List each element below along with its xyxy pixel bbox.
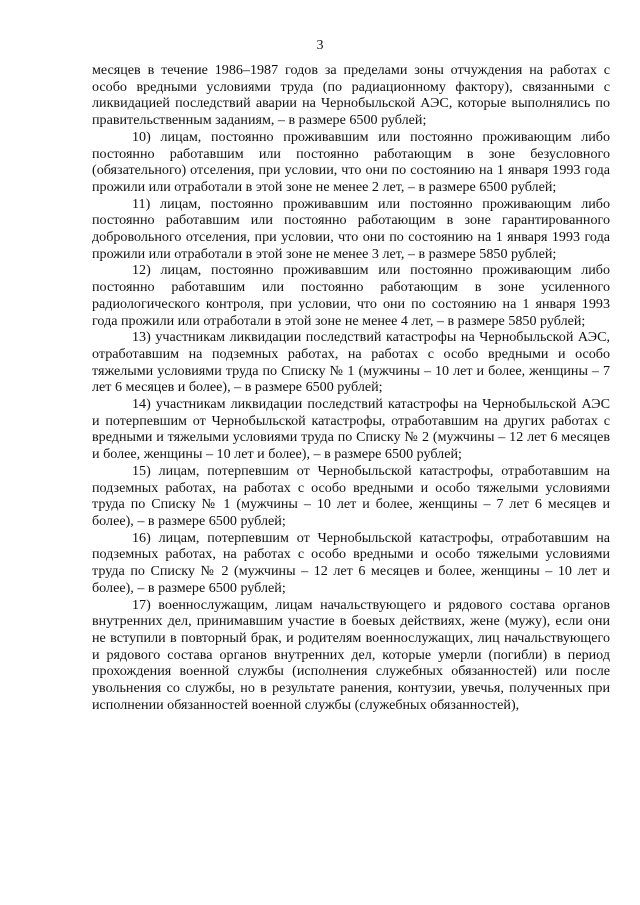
- paragraph-item-12: 12) лицам, постоянно проживавшим или постоянно проживающим либо постоянно работавшим или постоянно работающим в зоне усиленного радиологического контроля, при условии, что они по состоянию на 1 января 1993 года прожили или отработали в этой зоне не менее 4 лет, – в размере 5850 рублей;: [92, 262, 610, 329]
- paragraph-item-14: 14) участникам ликвидации последствий катастрофы на Чернобыльской АЭС и потерпевшим от Чернобыльской катастрофы, отработавшим на других работах с вредными и тяжелыми условиями труда по Списку № 2 (мужчины – 12 лет 6 месяцев и более, женщины – 10 лет и более), – в размере 6500 рублей;: [92, 396, 610, 463]
- paragraph-continuation: месяцев в течение 1986–1987 годов за пределами зоны отчуждения на работах с особо вредными условиями труда (по радиационному фактору), связанными с ликвидацией последствий аварии на Чернобыльской АЭС, которые выполнялись по правительственным заданиям, – в размере 6500 рублей;: [92, 62, 610, 129]
- paragraph-item-13: 13) участникам ликвидации последствий катастрофы на Чернобыльской АЭС, отработавшим на подземных работах, на работах с особо вредными и особо тяжелыми условиями труда по Списку № 1 (мужчины – 10 лет и более, женщины – 7 лет 6 месяцев и более), – в размере 6500 рублей;: [92, 329, 610, 396]
- paragraph-item-16: 16) лицам, потерпевшим от Чернобыльской катастрофы, отработавшим на подземных работах, на работах с особо вредными и особо тяжелыми условиями труда по Списку № 2 (мужчины – 12 лет 6 месяцев и более, женщины – 10 лет и более), – в размере 6500 рублей;: [92, 529, 610, 596]
- paragraph-item-11: 11) лицам, постоянно проживавшим или постоянно проживающим либо постоянно работавшим или постоянно работающим в зоне гарантированного добровольного отселения, при условии, что они по состоянию на 1 января 1993 года прожили или отработали в этой зоне не менее 3 лет, – в размере 5850 рублей;: [92, 195, 610, 262]
- page-number: 3: [316, 38, 324, 53]
- paragraph-item-10: 10) лицам, постоянно проживавшим или постоянно проживающим либо постоянно работавшим или постоянно работающим в зоне безусловного (обязательного) отселения, при условии, что они по состоянию на 1 января 1993 года прожили или отработали в этой зоне не менее 2 лет, – в размере 6500 рублей;: [92, 128, 610, 195]
- paragraph-item-15: 15) лицам, потерпевшим от Чернобыльской катастрофы, отработавшим на подземных работах, на работах с особо вредными и особо тяжелыми условиями труда по Списку № 1 (мужчины – 10 лет и более, женщины – 7 лет 6 месяцев и более), – в размере 6500 рублей;: [92, 462, 610, 529]
- document-body: [92, 62, 610, 713]
- paragraph-item-17: 17) военнослужащим, лицам начальствующего и рядового состава органов внутренних дел, принимавшим участие в боевых действиях, жене (мужу), если они не вступили в повторный брак, и родителям военнослужащих, лиц начальствующего и рядового состава органов внутренних дел, которые умерли (погибли) в период прохождения военной службы (исполнения служебных обязанностей) или после увольнения со службы, но в результате ранения, контузии, увечья, полученных при исполнении обязанностей военной службы (служебных обязанностей),: [92, 596, 610, 713]
